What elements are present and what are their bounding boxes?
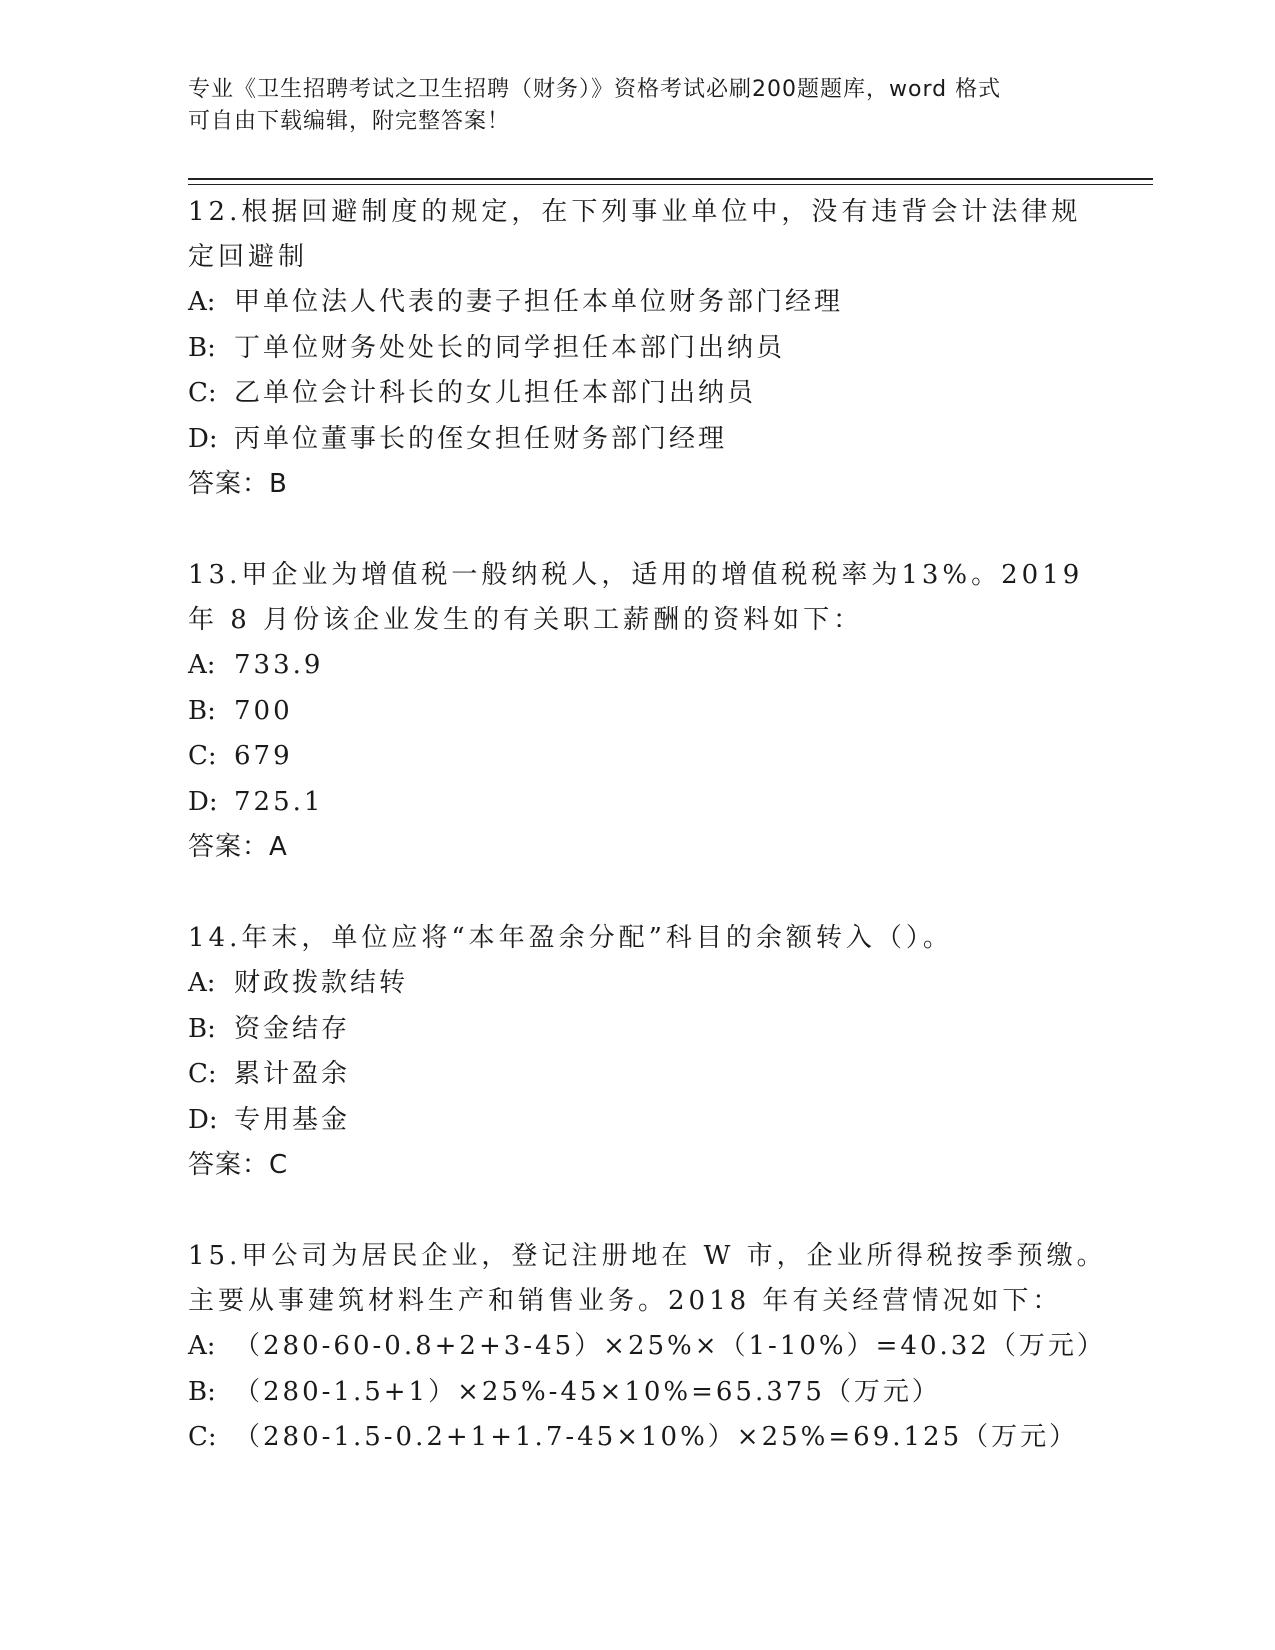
option-d (188, 1098, 1108, 1144)
option-a (188, 280, 1108, 326)
option-letter: A: (188, 968, 216, 998)
option-letter: C: (188, 378, 217, 408)
spacer (188, 507, 1108, 553)
option-letter: D: (188, 423, 218, 454)
option-text: 733.9 (234, 650, 324, 680)
option-c (188, 1052, 1108, 1098)
option-text: 700 (234, 695, 293, 726)
option-letter: B: (188, 695, 216, 726)
option-text: 财政拨款结转 (234, 968, 409, 998)
answer-line: 答案：C (188, 1150, 289, 1180)
option-letter: B: (188, 1376, 216, 1407)
header-rule-thin (188, 184, 1153, 185)
question-list (188, 190, 1108, 1461)
option-text: （280-1.5+1）×25%-45×10%=65.375（万元） (234, 1376, 941, 1407)
option-letter: B: (188, 332, 216, 363)
option-text: 丙单位董事长的侄女担任财务部门经理 (234, 423, 728, 454)
option-text: 累计盈余 (234, 1059, 351, 1089)
option-letter: A: (188, 1331, 216, 1361)
option-d (188, 417, 1108, 463)
header-rule-thick (188, 178, 1153, 180)
spacer (188, 870, 1108, 916)
document-header (188, 74, 1088, 138)
option-text: 专用基金 (234, 1104, 351, 1135)
question-text: 14.年末，单位应将“本年盈余分配”科目的余额转入（）。 (188, 923, 953, 953)
option-text: 679 (234, 741, 293, 771)
spacer (188, 1188, 1108, 1234)
option-a (188, 961, 1108, 1007)
question-14 (188, 916, 1108, 1188)
option-d (188, 780, 1108, 826)
answer-line: 答案：A (188, 832, 288, 862)
option-text: （280-1.5-0.2+1+1.7-45×10%）×25%=69.125（万元） (234, 1422, 1079, 1452)
option-c (188, 371, 1108, 417)
option-text: 丁单位财务处处长的同学担任本部门出纳员 (234, 332, 786, 363)
option-a (188, 1324, 1108, 1370)
option-letter: B: (188, 1013, 216, 1044)
option-text: 乙单位会计科长的女儿担任本部门出纳员 (234, 378, 757, 408)
option-letter: C: (188, 741, 217, 771)
option-b (188, 689, 1108, 735)
question-text: 13.甲企业为增值税一般纳税人，适用的增值税税率为13%。2019 年 8 月份该企业发生的有关职工薪酬的资料如下： (188, 560, 1084, 635)
question-13 (188, 553, 1108, 870)
header-line-1: 专业《卫生招聘考试之卫生招聘（财务）》资格考试必刷200题题库，word 格式 (188, 77, 1002, 102)
option-c (188, 1415, 1108, 1461)
answer-line: 答案：B (188, 469, 288, 499)
option-b (188, 1007, 1108, 1053)
option-a (188, 643, 1108, 689)
option-text: 甲单位法人代表的妻子担任本单位财务部门经理 (234, 287, 844, 317)
option-text: 725.1 (234, 786, 324, 817)
question-12 (188, 190, 1108, 507)
option-b (188, 326, 1108, 372)
option-letter: A: (188, 287, 216, 317)
option-b (188, 1370, 1108, 1416)
option-letter: D: (188, 1104, 218, 1135)
option-text: （280-60-0.8+2+3-45）×25%×（1-10%）=40.32（万元） (234, 1331, 1106, 1361)
option-letter: C: (188, 1422, 217, 1452)
option-c (188, 734, 1108, 780)
question-text: 15.甲公司为居民企业，登记注册地在 W 市，企业所得税按季预缴。主要从事建筑材料生产和销售业务。2018 年有关经营情况如下： (188, 1241, 1107, 1316)
option-text: 资金结存 (234, 1013, 351, 1044)
header-line-2: 可自由下载编辑，附完整答案！ (188, 109, 511, 134)
option-letter: A: (188, 650, 216, 680)
question-text: 12.根据回避制度的规定，在下列事业单位中，没有违背会计法律规定回避制 (188, 197, 1082, 272)
option-letter: D: (188, 786, 218, 817)
question-15 (188, 1234, 1108, 1461)
option-letter: C: (188, 1059, 217, 1089)
